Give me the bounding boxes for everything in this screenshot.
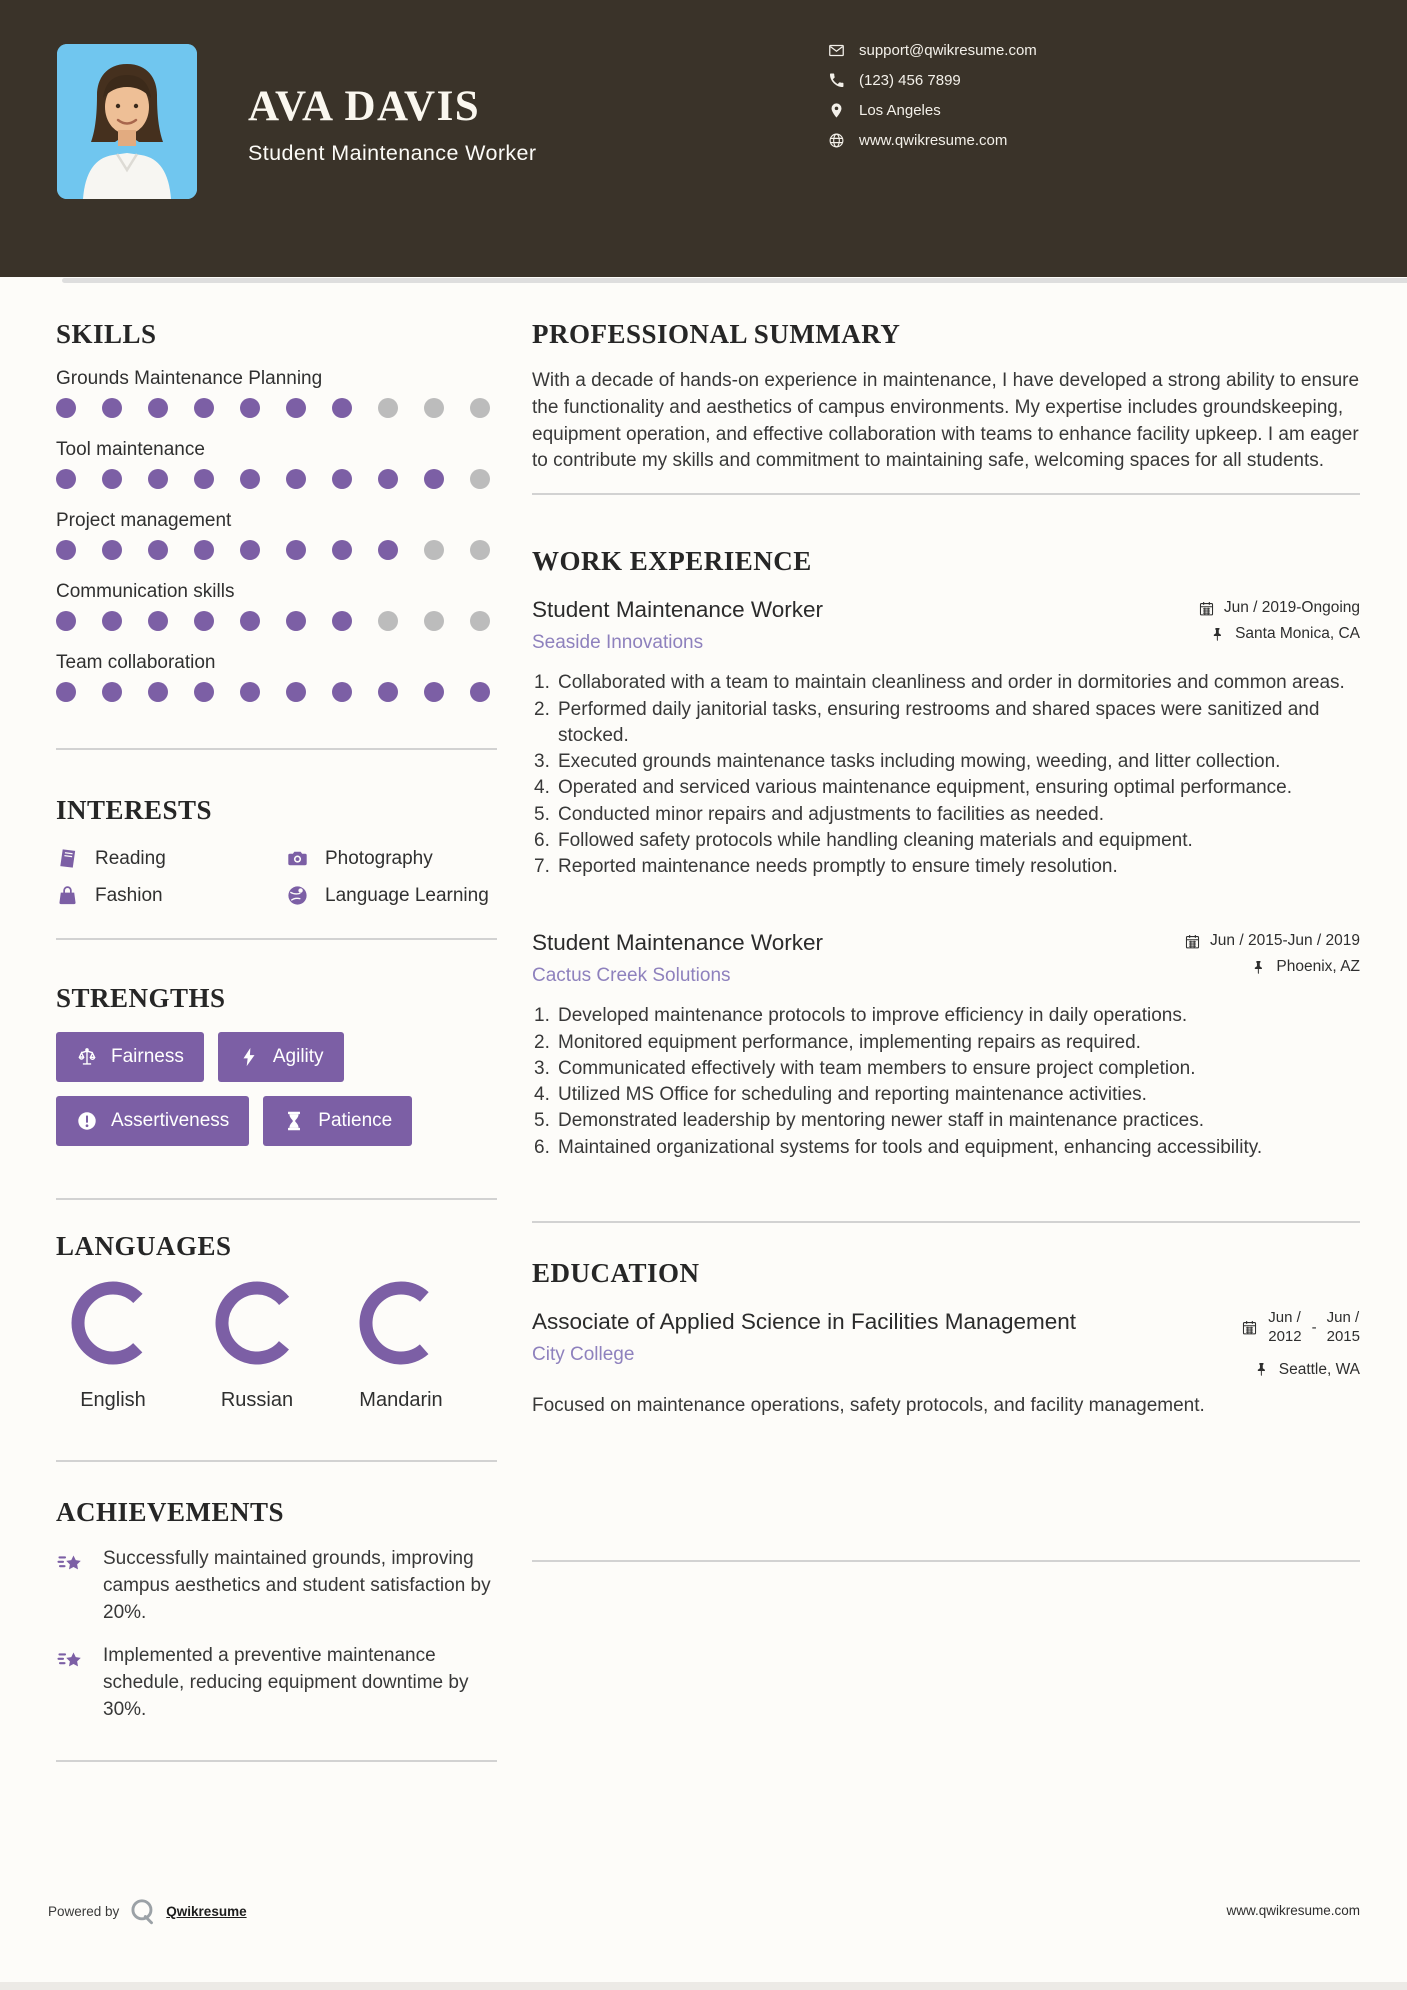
job-location: Phoenix, AZ: [1250, 958, 1360, 976]
section-divider: [56, 938, 497, 940]
rating-dot-filled: [194, 540, 214, 560]
footer-website[interactable]: www.qwikresume.com: [1226, 1903, 1360, 1918]
section-divider: [56, 1460, 497, 1462]
calendar-icon: [1241, 1319, 1258, 1336]
rating-dot-filled: [102, 540, 122, 560]
job-bullet: Demonstrated leadership by mentoring newer staff in maintenance practices.: [558, 1110, 1204, 1132]
language-progress-arc: [71, 1281, 155, 1365]
education-location: Seattle, WA: [1253, 1361, 1360, 1379]
skill-label: Project management: [56, 510, 232, 532]
rating-dot-empty: [424, 611, 444, 631]
education-entry: [532, 1307, 1360, 1419]
contact-row[interactable]: [828, 42, 1037, 59]
school-name: City College: [532, 1344, 635, 1366]
calendar-icon: [1198, 600, 1215, 617]
language-label: Russian: [220, 1388, 294, 1411]
rating-dot-empty: [378, 398, 398, 418]
contact-row[interactable]: [828, 72, 1037, 89]
achievement-text: Successfully maintained grounds, improving campus aesthetics and student satisfaction by 20%.: [103, 1548, 491, 1623]
header-divider: [62, 278, 1407, 283]
job-entry: [532, 595, 1360, 880]
contact-text: Los Angeles: [859, 102, 941, 119]
work-experience-heading: WORK EXPERIENCE: [532, 545, 812, 576]
rating-dot-filled: [148, 611, 168, 631]
rating-dot-filled: [286, 611, 306, 631]
section-divider: [532, 493, 1360, 495]
rating-dot-filled: [102, 469, 122, 489]
rating-dot-empty: [470, 398, 490, 418]
rating-dot-filled: [148, 682, 168, 702]
rating-dot-filled: [240, 398, 260, 418]
date-to-month: Jun /: [1326, 1309, 1360, 1327]
language-item: [200, 1281, 314, 1412]
job-bullet: Followed safety protocols while handling cleaning materials and equipment.: [558, 829, 1193, 851]
strength-badge[interactable]: [263, 1096, 412, 1146]
contact-text: support@qwikresume.com: [859, 42, 1037, 59]
rating-dot-filled: [332, 398, 352, 418]
globe-language-icon: [286, 884, 309, 907]
language-item: [56, 1281, 170, 1412]
sidebar: [56, 300, 497, 1762]
skill-rating-dots: [56, 538, 490, 560]
skill-rating-dots: [56, 680, 490, 702]
pushpin-icon: [1253, 1361, 1270, 1378]
job-bullet: Conducted minor repairs and adjustments to facilities as needed.: [558, 803, 1105, 825]
shooting-star-icon: [56, 1548, 86, 1578]
interests-heading: INTERESTS: [56, 795, 213, 826]
job-bullet: Utilized MS Office for scheduling and reporting maintenance activities.: [558, 1084, 1147, 1106]
rating-dot-filled: [56, 611, 76, 631]
rating-dot-filled: [332, 682, 352, 702]
language-item: [344, 1281, 458, 1412]
date-separator: -: [1311, 1319, 1317, 1337]
portrait-illustration: [57, 44, 197, 199]
rating-dot-empty: [470, 540, 490, 560]
date-to-year: 2015: [1326, 1327, 1360, 1345]
job-bullet-list: [532, 670, 1360, 880]
section-divider: [56, 1760, 497, 1762]
interest-item: [286, 845, 497, 873]
job-bullet-list: [532, 1003, 1360, 1160]
qwikresume-link[interactable]: Qwikresume: [166, 1904, 247, 1919]
job-dates: Jun / 2019-Ongoing: [1198, 599, 1360, 617]
section-divider: [532, 1560, 1360, 1562]
rating-dot-filled: [240, 611, 260, 631]
qwik-logo: [129, 1898, 156, 1925]
rating-dot-filled: [56, 682, 76, 702]
skill-rating-dots: [56, 396, 490, 418]
rating-dot-filled: [424, 469, 444, 489]
summary-text: With a decade of hands-on experience in maintenance, I have developed a strong ability to ensure the functionality and aesthetics of campus environments. My expertise includes groundskeeping, equipment operation, and effective collaboration with teams to enhance facility upkeep. I am eager to contribute my skills and commitment to maintaining safe, welcoming spaces for all students.: [532, 370, 1360, 472]
header: [0, 0, 1407, 277]
rating-dot-filled: [194, 611, 214, 631]
rating-dot-filled: [378, 469, 398, 489]
shooting-star-icon: [56, 1645, 86, 1675]
rating-dot-filled: [102, 682, 122, 702]
languages-list: [56, 1281, 497, 1412]
achievements-list: [56, 1546, 497, 1724]
rating-dot-filled: [56, 398, 76, 418]
job-bullet: Monitored equipment performance, implementing repairs as required.: [558, 1031, 1141, 1053]
strength-label: Fairness: [111, 1046, 184, 1068]
strengths-heading: STRENGTHS: [56, 982, 226, 1013]
rating-dot-filled: [240, 469, 260, 489]
skill-row: [56, 439, 497, 489]
interest-label: Photography: [325, 847, 433, 869]
rating-dot-empty: [470, 611, 490, 631]
rating-dot-empty: [470, 469, 490, 489]
job-list: [532, 595, 1360, 1161]
location-icon: [828, 102, 845, 119]
interest-item: [56, 845, 262, 873]
rating-dot-filled: [378, 682, 398, 702]
job-bullet: Operated and serviced various maintenance equipment, ensuring optimal performance.: [558, 777, 1293, 799]
camera-icon: [286, 847, 309, 870]
rating-dot-filled: [240, 540, 260, 560]
job-company: Seaside Innovations: [532, 632, 704, 654]
rating-dot-filled: [102, 611, 122, 631]
job-bullet: Performed daily janitorial tasks, ensuring restrooms and shared spaces were sanitized and stocked.: [558, 698, 1320, 746]
section-divider: [56, 748, 497, 750]
rating-dot-empty: [424, 398, 444, 418]
rating-dot-filled: [332, 611, 352, 631]
rating-dot-filled: [56, 469, 76, 489]
rating-dot-filled: [194, 398, 214, 418]
rating-dot-filled: [470, 682, 490, 702]
rating-dot-empty: [378, 611, 398, 631]
profile-photo: [57, 44, 197, 199]
rating-dot-filled: [332, 540, 352, 560]
job-bullet: Executed grounds maintenance tasks including mowing, weeding, and litter collection.: [558, 751, 1281, 773]
skills-list: [56, 368, 497, 702]
book-icon: [56, 847, 79, 870]
bolt-icon: [238, 1046, 260, 1068]
education-description: Focused on maintenance operations, safety protocols, and facility management.: [532, 1394, 1205, 1416]
rating-dot-filled: [240, 682, 260, 702]
interests-list: [56, 845, 497, 910]
skill-label: Tool maintenance: [56, 439, 205, 461]
rating-dot-filled: [286, 469, 306, 489]
hourglass-icon: [283, 1110, 305, 1132]
contact-text: www.qwikresume.com: [859, 132, 1008, 149]
strengths-list: [56, 1032, 497, 1146]
job-bullet: Collaborated with a team to maintain cleanliness and order in dormitories and common areas.: [558, 672, 1345, 694]
skill-label: Grounds Maintenance Planning: [56, 368, 323, 390]
summary-heading: PROFESSIONAL SUMMARY: [532, 319, 901, 349]
language-progress-arc: [359, 1281, 443, 1365]
rating-dot-filled: [332, 469, 352, 489]
calendar-icon: [1184, 933, 1201, 950]
person-name: AVA DAVIS: [248, 83, 481, 130]
section-divider: [532, 1221, 1360, 1223]
interest-label: Reading: [95, 847, 166, 869]
strength-label: Agility: [272, 1046, 324, 1068]
date-from-year: 2012: [1268, 1327, 1302, 1345]
interest-item: [56, 882, 262, 910]
interest-label: Fashion: [95, 885, 163, 907]
rating-dot-filled: [148, 540, 168, 560]
language-label: Mandarin: [359, 1388, 443, 1411]
rating-dot-filled: [148, 398, 168, 418]
scales-icon: [76, 1046, 98, 1068]
job-bullet: Communicated effectively with team members to ensure project completion.: [558, 1057, 1196, 1079]
powered-by-label: Powered by: [48, 1904, 120, 1919]
rating-dot-filled: [194, 682, 214, 702]
language-progress-arc: [215, 1281, 299, 1365]
strength-label: Assertiveness: [111, 1110, 230, 1132]
footer-branding: [48, 1898, 247, 1925]
email-icon: [828, 42, 845, 59]
degree-title: Associate of Applied Science in Facilities Management: [532, 1309, 1077, 1335]
date-from-month: Jun /: [1268, 1309, 1301, 1327]
contact-row[interactable]: [828, 132, 1037, 149]
achievements-heading: ACHIEVEMENTS: [56, 1496, 285, 1527]
job-bullet: Maintained organizational systems for tools and equipment, enhancing accessibility.: [558, 1136, 1263, 1158]
skill-row: [56, 368, 497, 418]
skill-row: [56, 581, 497, 631]
handbag-icon: [56, 884, 79, 907]
job-title: Student Maintenance Worker: [532, 930, 823, 956]
rating-dot-filled: [148, 469, 168, 489]
education-dates: [1241, 1309, 1360, 1347]
job-company: Cactus Creek Solutions: [532, 965, 731, 987]
contact-list: [828, 42, 1037, 149]
skills-heading: SKILLS: [56, 319, 157, 349]
skill-rating-dots: [56, 467, 490, 489]
rating-dot-filled: [56, 540, 76, 560]
contact-text: (123) 456 7899: [859, 72, 961, 89]
job-title: Student Maintenance Worker: [532, 597, 823, 623]
interest-item: [286, 882, 497, 910]
rating-dot-filled: [194, 469, 214, 489]
contact-row[interactable]: [828, 102, 1037, 119]
language-label: English: [80, 1388, 146, 1411]
rating-dot-filled: [378, 540, 398, 560]
main-content: [532, 300, 1360, 1562]
pushpin-icon: [1209, 626, 1226, 643]
strength-badge[interactable]: [218, 1032, 344, 1082]
page-bottom-strip: [0, 1982, 1407, 1990]
strength-badge[interactable]: [56, 1032, 204, 1082]
skill-rating-dots: [56, 609, 490, 631]
globe-icon: [828, 132, 845, 149]
section-divider: [56, 1198, 497, 1200]
skill-label: Team collaboration: [56, 652, 216, 674]
rating-dot-filled: [102, 398, 122, 418]
job-dates: Jun / 2015-Jun / 2019: [1184, 932, 1360, 950]
achievement-item: [56, 1643, 497, 1724]
achievement-text: Implemented a preventive maintenance schedule, reducing equipment downtime by 30%.: [103, 1644, 469, 1720]
rating-dot-filled: [286, 682, 306, 702]
strength-label: Patience: [318, 1110, 393, 1132]
exclamation-icon: [76, 1110, 98, 1132]
pushpin-icon: [1250, 959, 1267, 976]
person-title: Student Maintenance Worker: [248, 141, 537, 166]
strength-badge[interactable]: [56, 1096, 249, 1146]
rating-dot-empty: [424, 540, 444, 560]
job-bullet: Reported maintenance needs promptly to ensure timely resolution.: [558, 855, 1118, 877]
job-bullet: Developed maintenance protocols to improve efficiency in daily operations.: [558, 1005, 1188, 1027]
skill-row: [56, 652, 497, 702]
rating-dot-filled: [286, 540, 306, 560]
languages-heading: LANGUAGES: [56, 1231, 232, 1262]
skill-row: [56, 510, 497, 560]
job-entry: [532, 928, 1360, 1161]
rating-dot-filled: [286, 398, 306, 418]
skill-label: Communication skills: [56, 581, 235, 603]
phone-icon: [828, 72, 845, 89]
rating-dot-filled: [424, 682, 444, 702]
education-heading: EDUCATION: [532, 1257, 700, 1288]
achievement-item: [56, 1546, 497, 1627]
interest-label: Language Learning: [325, 885, 489, 907]
job-location: Santa Monica, CA: [1209, 625, 1360, 643]
